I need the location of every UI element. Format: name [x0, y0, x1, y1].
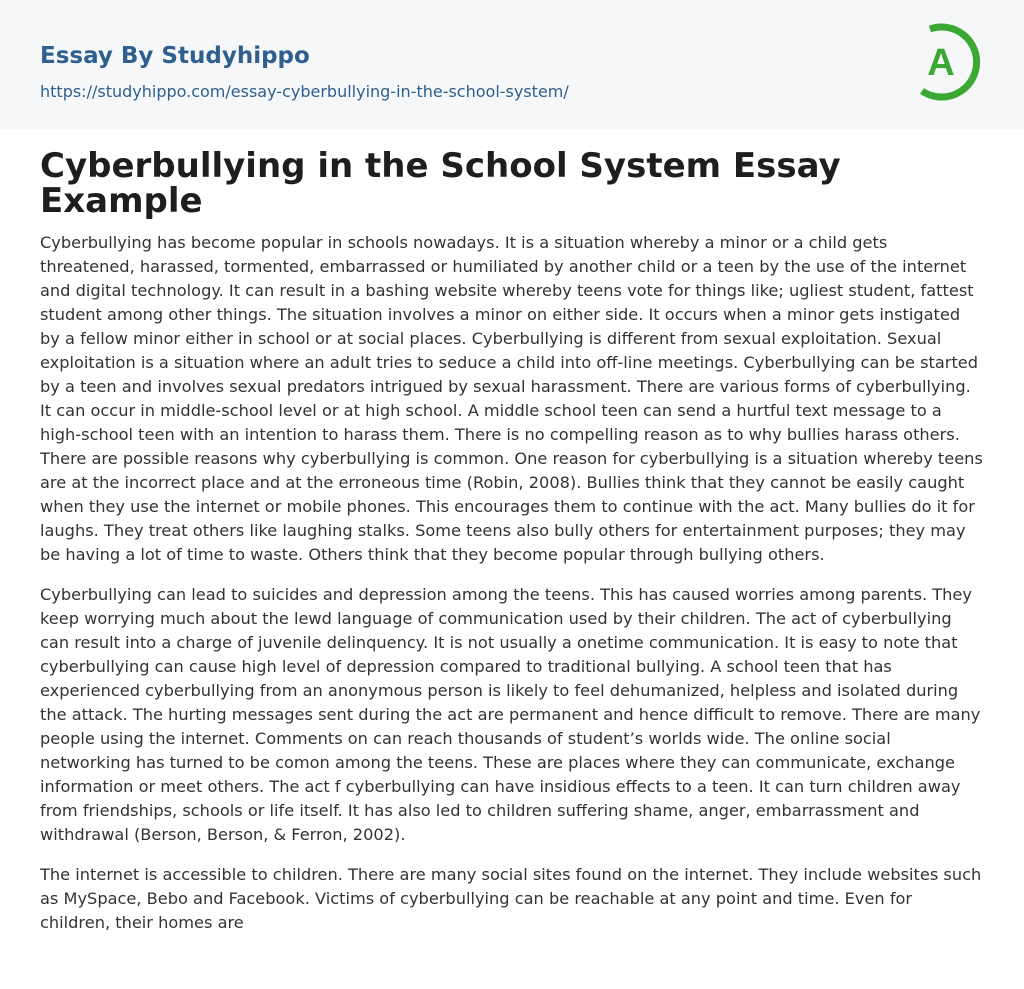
- site-header: [0, 0, 1024, 129]
- paragraph-3: The internet is accessible to children. There are many social sites found on the internet. They include websites such as MySpace, Bebo and Facebook. Victims of cyberbullying can be reachable at any point and time. Even for children, their homes are: [40, 865, 982, 932]
- studyhippo-logo-icon[interactable]: [910, 17, 990, 107]
- page-title: Cyberbullying in the School System Essay Example: [40, 146, 841, 221]
- brand-title[interactable]: Essay By Studyhippo: [40, 43, 310, 69]
- paragraph-1: Cyberbullying has become popular in schools nowadays. It is a situation whereby a minor or a child gets threatened, harassed, tormented, embarrassed or humiliated by another child or a teen by the use of the internet and digital technology. It can result in a bashing website whereby teens vote for things like; ugliest student, fattest student among other things. The situation involves a minor on either side. It occurs when a minor gets instigated by a fellow minor either in school or at social places. Cyberbullying is different from sexual exploitation. Sexual exploitation is a situation where an adult tries to seduce a child into off-line meetings. Cyberbullying can be started by a teen and involves sexual predators intrigued by sexual harassment. There are various forms of cyberbullying. It can occur in middle-school level or at high school. A middle school teen can send a hurtful text message to a high-school teen with an intention to harass them. There is no compelling reason as to why bullies harass others. There are possible reasons why cyberbullying is common. One reason for cyberbullying is a situation whereby teens are at the incorrect place and at the erroneous time (Robin, 2008). Bullies think that they cannot be easily caught when they use the internet or mobile phones. This encourages them to continue with the act. Many bullies do it for laughs. They treat others like laughing stalks. Some teens also bully others for entertainment purposes; they may be having a lot of time to waste. Others think that they become popular through bullying others.: [40, 233, 983, 564]
- paragraph-2: Cyberbullying can lead to suicides and depression among the teens. This has caused worries among parents. They keep worrying much about the lewd language of communication used by their children. The act of cyberbullying can result into a charge of juvenile delinquency. It is not usually a onetime communication. It is easy to note that cyberbullying can cause high level of depression compared to traditional bullying. A school teen that has experienced cyberbullying from an anonymous person is likely to feel dehumanized, helpless and isolated during the attack. The hurting messages sent during the act are permanent and hence difficult to remove. There are many people using the internet. Comments on can reach thousands of student’s worlds wide. The online social networking has turned to be comon among the teens. These are places where they can communicate, exchange information or meet others. The act f cyberbullying can have insidious effects to a teen. It can turn children away from friendships, schools or life itself. It has also led to children suffering shame, anger, embarrassment and withdrawal (Berson, Berson, & Ferron, 2002).: [40, 585, 981, 844]
- page-url-link[interactable]: https://studyhippo.com/essay-cyberbullying-in-the-school-system/: [40, 82, 569, 101]
- logo-letter: A: [927, 42, 955, 84]
- article: [0, 129, 1024, 935]
